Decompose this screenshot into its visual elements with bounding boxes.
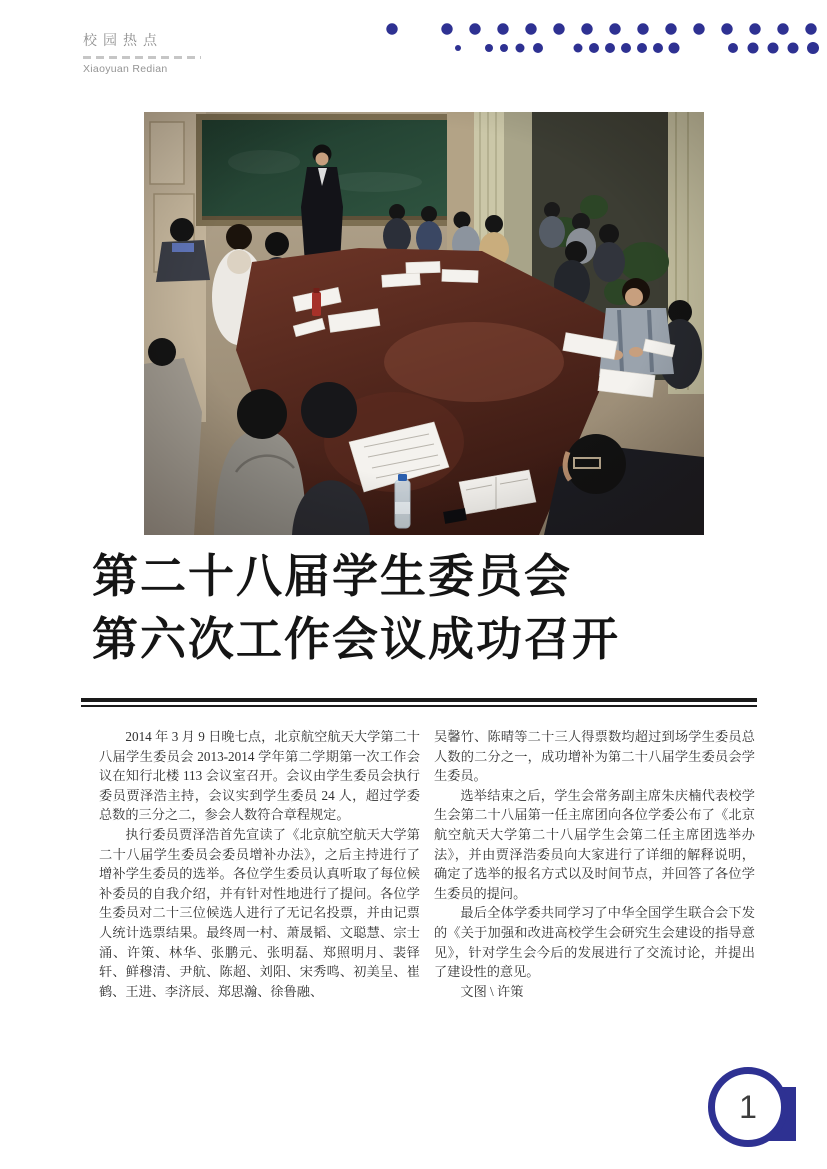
dot-pattern-decoration — [378, 14, 827, 59]
article-title-line2: 第六次工作会议成功召开 — [92, 613, 620, 665]
article-title-line1: 第二十八届学生委员会 — [92, 550, 572, 602]
paragraph-3: 选举结束之后，学生会常务副主席朱庆楠代表校学生会第二十八届第一任主席团向各位学委公布了《北京航空航天大学第二十八届学生会第二任主席团选举办法》，并由贾泽浩委员向大家进行了详细的解释说明，确定了选举的报名方式以及时间节点，并回答了各位学生委员的提问。 — [434, 787, 755, 901]
title-divider — [81, 698, 757, 707]
paragraph-4: 最后全体学委共同学习了中华全国学生联合会下发的《关于加强和改进高校学生会研究生会建设的指导意见》，针对学生会今后的发展进行了交流讨论，并提出了建设性的意见。 — [434, 905, 755, 980]
left-column — [99, 727, 420, 1001]
meeting-photo — [144, 112, 704, 535]
page-number-badge — [708, 1067, 788, 1147]
byline: 文图 \ 许策 — [460, 983, 524, 999]
right-column — [434, 727, 755, 1001]
page-number: 1 — [739, 1088, 757, 1125]
paragraph-2: 执行委员贾泽浩首先宣读了《北京航空航天大学第二十八届学生委员会委员增补办法》，之后主持进行了增补学生委员的选举。各位学生委员认真听取了每位候补委员的自我介绍，并有针对性地进行了提问。各位学生委员对二十三位候选人进行了无记名投票，并由记票人统计选票结果。最终周一村、萧晟韬、文聪慧、宗士涌、许策、林华、张鹏元、张明磊、郑照明月、裴铎轩、鲜穆清、尹航、陈超、刘阳、宋秀鸣、初美呈、崔鹤、王进、李济辰、郑思瀚、徐鲁融、 — [99, 826, 420, 999]
section-title: 校园热点 — [83, 34, 163, 49]
section-subtitle: Xiaoyuan Redian — [83, 63, 168, 75]
article-body — [99, 727, 755, 1001]
article-title — [92, 545, 620, 671]
paragraph-2-continued: 吴馨竹、陈晴等二十三人得票数均超过到场学生委员总人数的二分之一，成功增补为第二十八届学生委员会学生委员。 — [434, 729, 755, 784]
dashed-underline — [83, 56, 201, 59]
section-header — [83, 30, 201, 75]
photo-vignette — [144, 112, 704, 535]
paragraph-1: 2014 年 3 月 9 日晚七点，北京航空航天大学第二十八届学生委员会 2013-2014 学年第二学期第一次工作会议在知行北楼 113 会议室召开。会议由学生委员会执行委员贾泽浩主持，会议实到学生委员 24 人，超过学委总数的三分之二，参会人数符合章程规定。 — [99, 729, 420, 823]
